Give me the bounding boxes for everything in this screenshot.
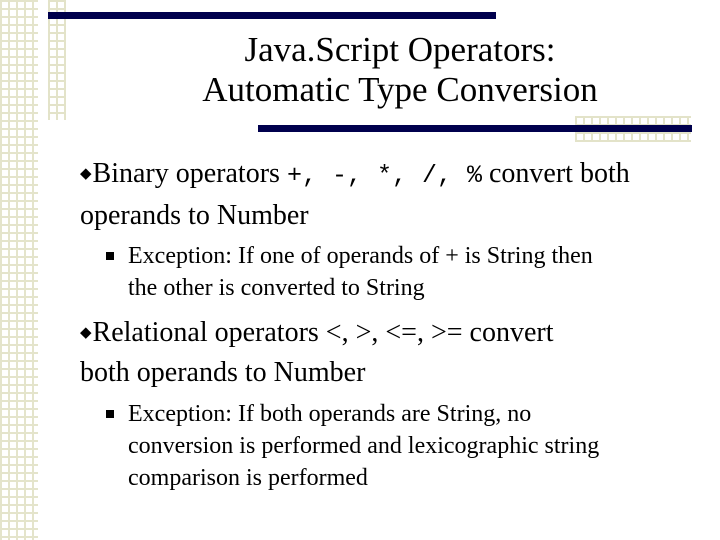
bullet-relational-operators bbox=[80, 313, 690, 393]
bullet-binary-operators bbox=[80, 154, 690, 236]
title-top-rule bbox=[48, 12, 496, 19]
bullet-text-lead: Binary operators bbox=[92, 158, 287, 189]
bullet-text-line2: operands to Number bbox=[80, 200, 309, 231]
sub-bullet-line1: Exception: If one of operands of + is String then bbox=[128, 243, 593, 269]
square-bullet-icon bbox=[106, 252, 114, 260]
title-line-2: Automatic Type Conversion bbox=[202, 70, 598, 109]
slide-title bbox=[130, 30, 670, 110]
diamond-bullet-icon: ◆ bbox=[80, 325, 92, 341]
sub-bullet-binary-exception bbox=[128, 240, 688, 304]
operator-list: +, -, *, /, % bbox=[286, 161, 482, 190]
sub-bullet-line2: conversion is performed and lexicographic string bbox=[128, 433, 600, 459]
sub-bullet-relational-exception bbox=[128, 398, 688, 494]
title-bottom-rule bbox=[258, 125, 692, 132]
sub-bullet-line1: Exception: If both operands are String, no bbox=[128, 401, 532, 427]
diamond-bullet-icon: ◆ bbox=[80, 166, 92, 182]
left-grid-decoration bbox=[0, 0, 38, 540]
square-bullet-icon bbox=[106, 410, 114, 418]
bullet-text-tail: convert both bbox=[481, 158, 630, 189]
sub-bullet-line2: the other is converted to String bbox=[128, 275, 425, 301]
bullet-text-line2: both operands to Number bbox=[80, 357, 366, 388]
bullet-text-line1: Relational operators <, >, <=, >= convert bbox=[92, 317, 554, 348]
title-line-1: Java.Script Operators: bbox=[244, 30, 556, 69]
sub-bullet-line3: comparison is performed bbox=[128, 465, 368, 491]
